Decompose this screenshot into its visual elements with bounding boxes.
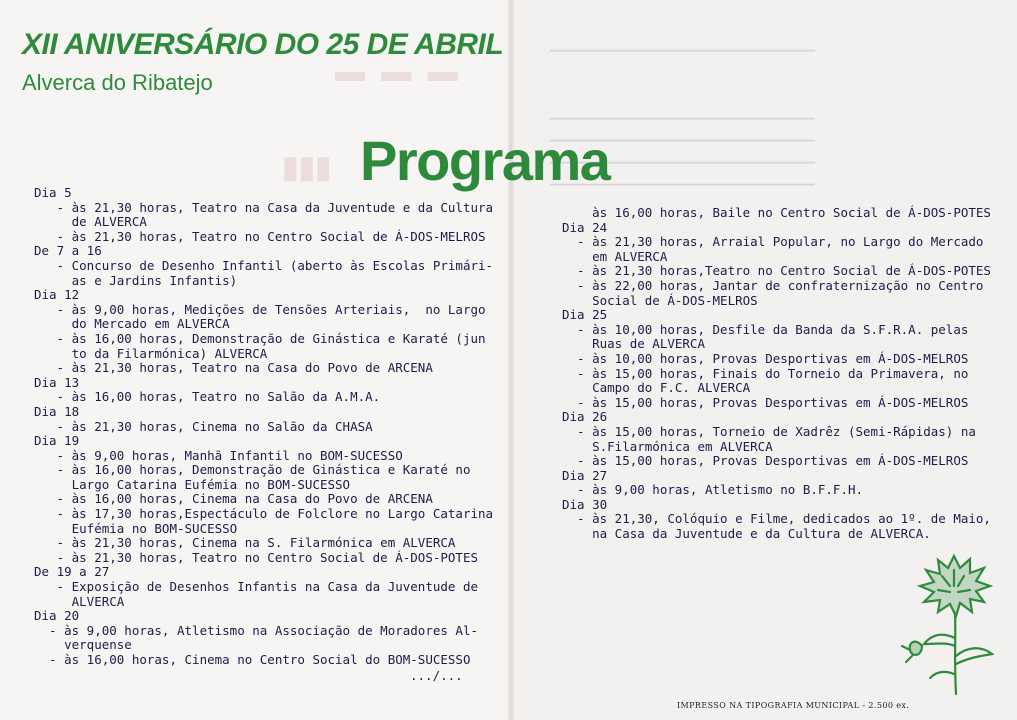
schedule-line: - às 21,30 horas, Teatro no Centro Social de Á-DOS-POTES — [34, 549, 479, 565]
schedule-line: - às 17,30 horas,Espectáculo de Folclore no Largo Catarina — [34, 506, 494, 522]
schedule-line: - às 21,30 horas, Teatro no Centro Social de Á-DOS-MELROS — [34, 228, 486, 244]
carnation-illustration-icon — [898, 546, 1010, 696]
schedule-line: Ruas de ALVERCA — [562, 336, 705, 352]
schedule-line: - às 15,00 horas, Finais do Torneio da Primavera, no — [562, 365, 969, 381]
schedule-line: - às 9,00 horas, Atletismo no B.F.F.H. — [562, 482, 864, 498]
schedule-line: - às 21,30 horas, Cinema no Salão da CHASA — [34, 418, 373, 434]
schedule-line: Eufémia no BOM-SUCESSO — [34, 520, 238, 536]
schedule-line: de ALVERCA — [34, 214, 147, 230]
schedule-line: - às 16,00 horas, Demonstração de Ginástica e Karaté no — [34, 462, 471, 478]
schedule-line: S.Filarmónica em ALVERCA — [562, 438, 773, 454]
schedule-line: - às 21,30 horas, Teatro na Casa do Povo de ARCENA — [34, 360, 433, 376]
schedule-line: do Mercado em ALVERCA — [34, 316, 230, 332]
schedule-line: - às 10,00 horas, Desfile da Banda da S.F.R.A. pelas — [562, 321, 969, 337]
schedule-line: De 7 a 16 — [34, 243, 102, 259]
schedule-line: - às 21,30 horas, Cinema na S. Filarmónica em ALVERCA — [34, 535, 456, 551]
schedule-right-column — [562, 206, 991, 542]
schedule-line: - às 10,00 horas, Provas Desportivas em Á-DOS-MELROS — [562, 350, 969, 366]
schedule-line: to da Filarmónica) ALVERCA — [34, 345, 268, 361]
schedule-line: Largo Catarina Eufémia no BOM-SUCESSO — [34, 476, 351, 492]
schedule-line: as e Jardins Infantis) — [34, 272, 238, 288]
schedule-line: Dia 5 — [34, 185, 72, 200]
schedule-line: De 19 a 27 — [34, 564, 110, 580]
schedule-line: ALVERCA — [34, 593, 125, 609]
show-through-line: ▔▔▔▔▔▔▔▔▔▔▔▔▔▔▔▔▔▔▔▔▔▔▔▔▔▔▔▔▔▔▔▔▔▔▔▔▔▔▔▔ — [550, 140, 815, 153]
program-heading: Programa — [360, 129, 610, 192]
schedule-line: - às 16,00 horas, Demonstração de Ginástica e Karaté (jun — [34, 330, 486, 346]
show-through-mark: ▮▮▮ — [282, 151, 332, 184]
schedule-line: - às 16,00 horas, Cinema na Casa do Povo de ARCENA — [34, 491, 433, 507]
schedule-line: - às 21,30 horas,Teatro no Centro Social de Á-DOS-POTES — [562, 263, 991, 279]
schedule-line: - às 15,00 horas, Provas Desportivas em Á-DOS-MELROS — [562, 394, 969, 410]
schedule-line: verquense — [34, 637, 132, 653]
schedule-left-column — [34, 186, 493, 668]
schedule-line: Campo do F.C. ALVERCA — [562, 380, 751, 396]
schedule-line: - às 15,00 horas, Provas Desportivas em Á-DOS-MELROS — [562, 453, 969, 469]
printer-credit: IMPRESSO NA TIPOGRAFIA MUNICIPAL - 2.500 ex. — [677, 701, 910, 710]
schedule-line: - Exposição de Desenhos Infantis na Casa da Juventude de — [34, 579, 479, 595]
show-through-line: ▔▔▔▔▔▔▔▔▔▔▔▔▔▔▔▔▔▔▔▔▔▔▔▔▔▔▔▔▔▔▔▔▔▔▔▔▔▔▔▔ — [550, 184, 815, 197]
schedule-line: Dia 24 — [562, 219, 608, 235]
schedule-line: Dia 12 — [34, 287, 80, 303]
schedule-line: - às 21,30 horas, Teatro na Casa da Juventude e da Cultura — [34, 199, 494, 215]
schedule-line: - às 16,00 horas, Teatro no Salão da A.M.A. — [34, 389, 381, 405]
schedule-line: - às 22,00 horas, Jantar de confraternização no Centro — [562, 277, 984, 293]
continued-mark: .../... — [410, 668, 463, 683]
schedule-line: Dia 26 — [562, 409, 608, 425]
schedule-line: Dia 25 — [562, 307, 608, 323]
show-through-line: ▔▔▔▔▔▔▔▔▔▔▔▔▔▔▔▔▔▔▔▔▔▔▔▔▔▔▔▔▔▔▔▔▔▔▔▔▔▔▔▔ — [550, 50, 815, 63]
schedule-line: - Concurso de Desenho Infantil (aberto às Escolas Primári- — [34, 257, 494, 273]
schedule-line: - às 9,00 horas, Atletismo na Associação de Moradores Al- — [34, 622, 479, 638]
schedule-line: Dia 30 — [562, 496, 608, 512]
center-fold — [508, 0, 514, 720]
schedule-line: - às 21,30 horas, Arraial Popular, no Largo do Mercado — [562, 234, 984, 250]
schedule-line: às 16,00 horas, Baile no Centro Social de Á-DOS-POTES — [562, 205, 991, 220]
schedule-line: Social de Á-DOS-MELROS — [562, 292, 758, 308]
show-through-mark: ▬ ▬ ▬ — [335, 55, 462, 88]
location-subtitle: Alverca do Ribatejo — [22, 70, 213, 95]
schedule-line: Dia 27 — [562, 467, 608, 483]
show-through-line: ▔▔▔▔▔▔▔▔▔▔▔▔▔▔▔▔▔▔▔▔▔▔▔▔▔▔▔▔▔▔▔▔▔▔▔▔▔▔▔▔ — [550, 118, 815, 131]
schedule-line: - às 9,00 horas, Manhã Infantil no BOM-SUCESSO — [34, 447, 403, 463]
schedule-line: - às 9,00 horas, Medições de Tensões Arteriais, no Largo — [34, 301, 486, 317]
schedule-line: Dia 20 — [34, 608, 80, 624]
schedule-line: em ALVERCA — [562, 248, 668, 264]
schedule-line: na Casa da Juventude e da Cultura de ALVERCA. — [562, 526, 931, 542]
schedule-line: - às 16,00 horas, Cinema no Centro Social do BOM-SUCESSO — [34, 652, 471, 667]
schedule-line: - às 21,30, Colóquio e Filme, dedicados ao 1º. de Maio, — [562, 511, 991, 527]
schedule-line: Dia 18 — [34, 403, 80, 419]
schedule-line: - às 15,00 horas, Torneio de Xadrêz (Semi-Rápidas) na — [562, 423, 976, 439]
schedule-line: Dia 19 — [34, 433, 80, 449]
event-title: XII ANIVERSÁRIO DO 25 DE ABRIL — [22, 28, 504, 61]
schedule-line: Dia 13 — [34, 374, 80, 390]
show-through-line: ▔▔▔▔▔▔▔▔▔▔▔▔▔▔▔▔▔▔▔▔▔▔▔▔▔▔▔▔▔▔▔▔▔▔▔▔▔▔▔▔ — [550, 162, 815, 175]
